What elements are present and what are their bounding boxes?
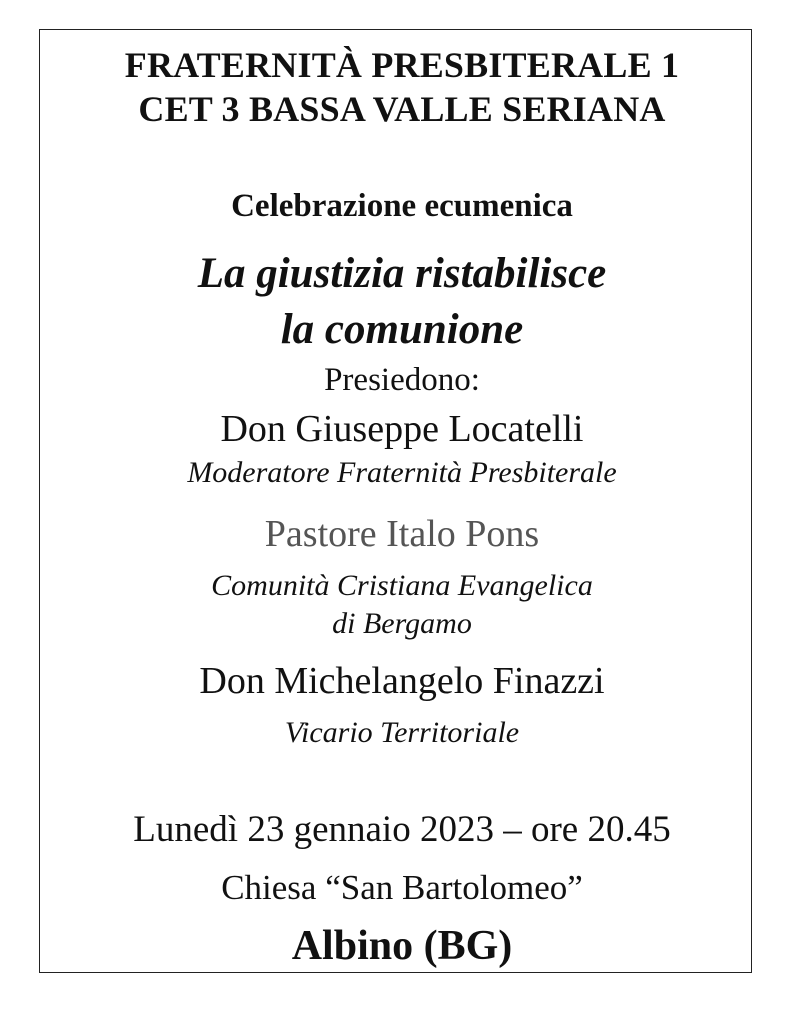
presider-name-3: Don Michelangelo Finazzi <box>199 660 605 702</box>
presiders-heading: Presiedono: <box>324 362 480 398</box>
presider-role-2-line-2: di Bergamo <box>332 607 472 640</box>
presider-role-1: Moderatore Fraternità Presbiterale <box>187 456 617 489</box>
event-type: Celebrazione ecumenica <box>231 188 573 224</box>
header-line-2: CET 3 BASSA VALLE SERIANA <box>138 89 666 129</box>
event-title-line-1: La giustizia ristabilisce <box>197 250 607 297</box>
presider-role-2-line-1: Comunità Cristiana Evangelica <box>211 569 593 602</box>
event-date-time: Lunedì 23 gennaio 2023 – ore 20.45 <box>133 809 671 850</box>
event-church: Chiesa “San Bartolomeo” <box>221 868 583 907</box>
presider-role-3: Vicario Territoriale <box>284 716 520 749</box>
event-city: Albino (BG) <box>291 923 513 969</box>
presider-name-1: Don Giuseppe Locatelli <box>220 408 584 450</box>
event-title-line-2: la comunione <box>280 306 524 353</box>
header-line-1: FRATERNITÀ PRESBITERALE 1 <box>124 45 680 85</box>
presider-name-2: Pastore Italo Pons <box>264 513 540 555</box>
